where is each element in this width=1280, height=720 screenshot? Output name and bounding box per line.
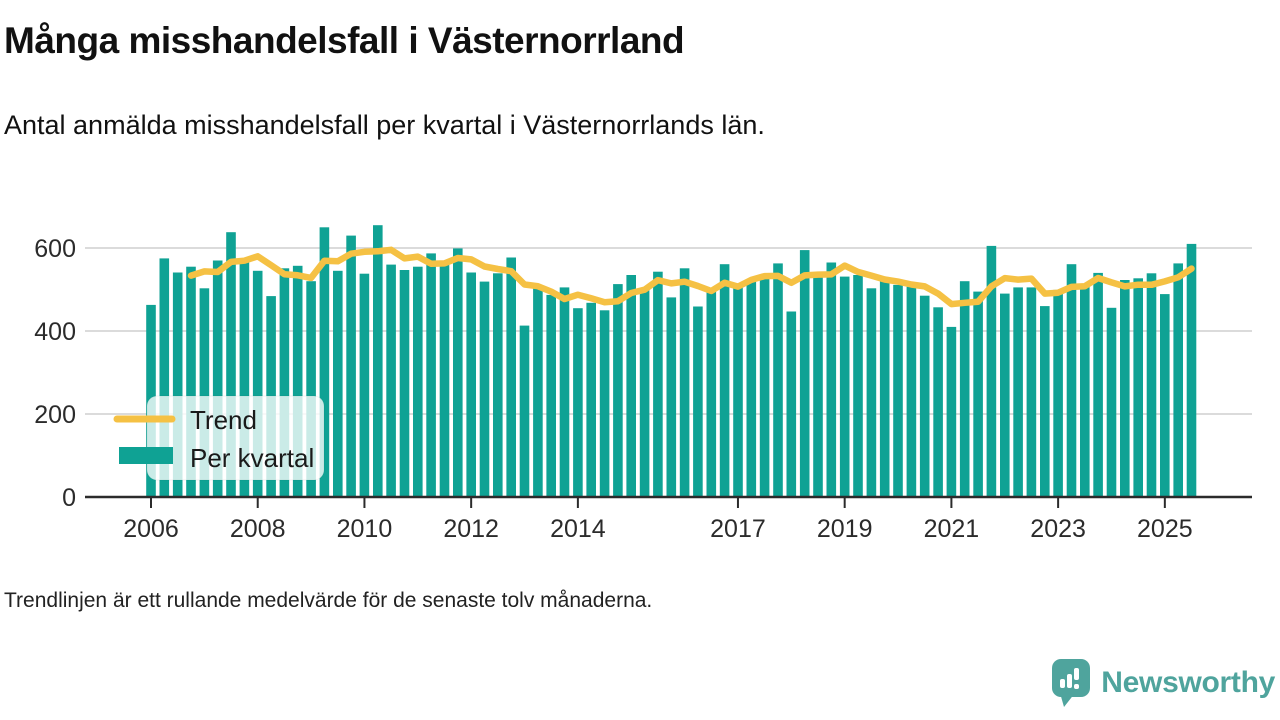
bar [613,284,623,497]
y-tick-label: 200 [34,401,76,429]
bar [747,280,757,498]
bar [920,296,930,497]
bar [893,285,903,497]
bar [1187,244,1197,497]
bar [947,327,957,497]
x-tick-label: 2012 [443,515,499,543]
bar [800,250,810,497]
trend-footnote: Trendlinjen är ett rullande medelvärde för de senaste tolv månaderna. [4,589,653,612]
bar [933,307,943,497]
y-tick-label: 600 [34,235,76,263]
bar [440,263,450,497]
y-tick-label: 400 [34,318,76,346]
bar [400,270,410,497]
bar [787,312,797,498]
x-tick-label: 2014 [550,515,606,543]
bar [1067,264,1077,497]
bar [853,275,863,497]
bar [760,277,770,497]
bar [1173,263,1183,497]
bar [1107,308,1117,497]
newsworthy-bubble-icon [1051,658,1092,708]
x-tick-label: 2006 [123,515,179,543]
bar [426,253,436,497]
bar [667,297,677,497]
bar [546,295,556,497]
bar [867,288,877,497]
x-tick-label: 2019 [816,515,873,543]
bar [333,271,343,497]
bar [480,282,490,497]
bar [1093,273,1103,497]
bar [506,258,516,498]
bar [840,277,850,497]
legend-bar-swatch [119,447,173,464]
bar [880,278,890,497]
x-tick-label: 2023 [1030,515,1086,543]
bar [413,267,423,497]
bar [707,292,717,497]
bar [1133,278,1143,497]
x-tick-label: 2025 [1137,515,1193,543]
bar [466,273,476,498]
legend-trend-label: Trend [190,405,257,435]
newsworthy-logo [1051,658,1275,708]
bar [1013,287,1023,497]
bar [1000,294,1010,497]
bar [600,310,610,497]
bar [386,265,396,497]
bar [1160,294,1170,497]
bar [907,287,917,497]
x-tick-label: 2017 [710,515,766,543]
bar [640,290,650,498]
y-tick-label: 0 [62,484,76,512]
bar [520,326,530,497]
bar [533,288,543,497]
bar [346,236,356,497]
bar [1027,287,1037,497]
bar [1080,285,1090,497]
bar [453,248,463,497]
bar [813,273,823,497]
x-tick-label: 2008 [229,515,286,543]
legend [117,396,324,480]
y-axis-labels [34,235,76,512]
bar [680,268,690,497]
bar [960,281,970,497]
bar [586,303,596,497]
newsworthy-wordmark: Newsworthy [1101,666,1275,699]
bar [827,263,837,498]
bar [573,308,583,497]
bar [693,307,703,498]
bar [1147,273,1157,497]
legend-bar-label: Per kvartal [190,443,315,473]
bar [653,272,663,497]
page-subtitle: Antal anmälda misshandelsfall per kvartal i Västernorrlands län. [4,110,765,140]
x-tick-label: 2010 [336,515,393,543]
bar [720,264,730,497]
bar [626,275,636,497]
x-axis [85,497,1252,543]
bar [373,225,383,497]
bar [360,274,370,497]
bar [973,292,983,497]
bar [1053,290,1063,497]
x-tick-label: 2021 [923,515,980,543]
bar [560,287,570,497]
bar [1040,306,1050,497]
bar [1120,280,1130,497]
bar [493,273,503,497]
bar [773,263,783,497]
bar [733,284,743,497]
page-title: Många misshandelsfall i Västernorrland [4,20,685,61]
